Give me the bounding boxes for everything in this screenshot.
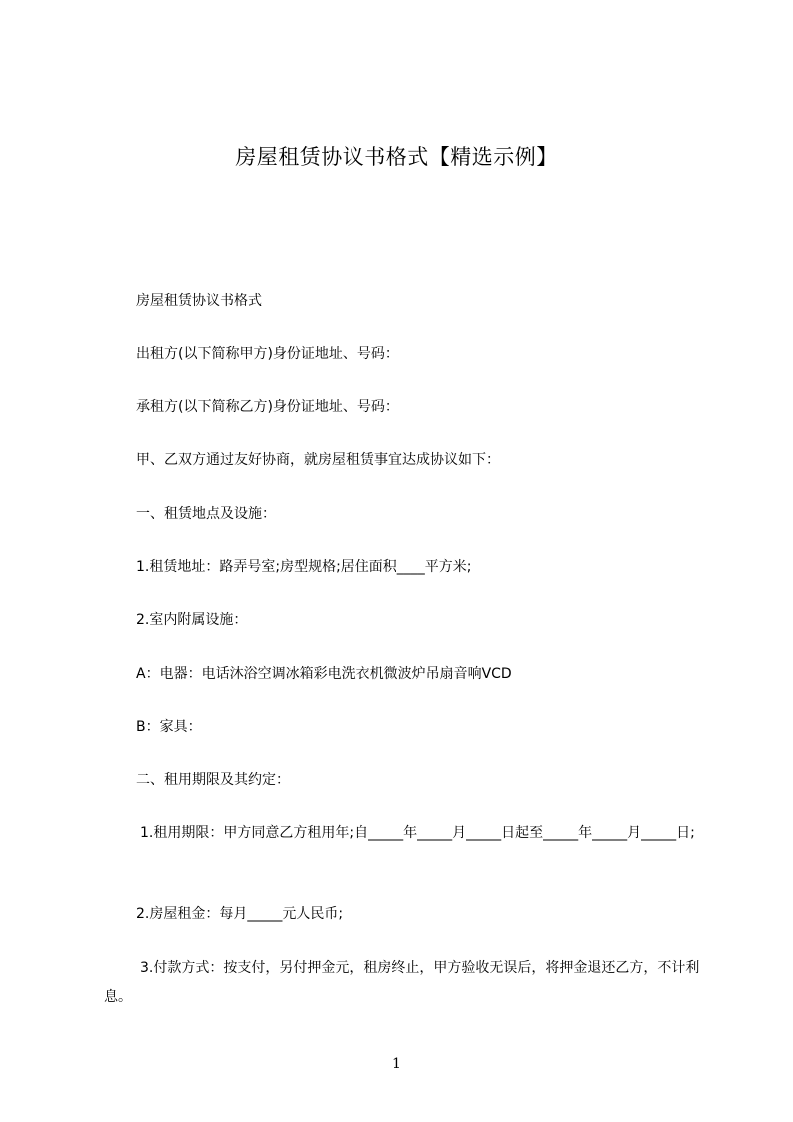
paragraph-appliances: A：电器：电话沐浴空调冰箱彩电洗衣机微波炉吊扇音响VCD (136, 666, 512, 682)
paragraph-heading: 房屋租赁协议书格式 (136, 293, 262, 309)
paragraph-lessee: 承租方(以下简称乙方)身份证地址、号码： (136, 399, 399, 415)
paragraph-lessor: 出租方(以下简称甲方)身份证地址、号码： (136, 346, 399, 362)
section-heading-term: 二、租用期限及其约定： (136, 772, 290, 788)
paragraph-agreement: 甲、乙双方通过友好协商，就房屋租赁事宜达成协议如下： (136, 452, 500, 468)
page-number: 1 (392, 1056, 401, 1072)
paragraph-furniture: B：家具： (136, 719, 202, 735)
paragraph-rent: 2.房屋租金：每月_____元人民币; (136, 906, 344, 922)
document-title: 房屋租赁协议书格式【精选示例】 (235, 145, 558, 169)
paragraph-lease-term: 1.租用期限：甲方同意乙方租用年;自_____年_____月_____日起至_____年_____月_____日; (140, 825, 695, 841)
section-heading-location: 一、租赁地点及设施： (136, 506, 276, 522)
paragraph-facilities: 2.室内附属设施： (136, 612, 248, 628)
paragraph-address: 1.租赁地址：路弄号室;房型规格;居住面积____平方米; (136, 559, 472, 575)
paragraph-payment: 3.付款方式：按支付，另付押金元，租房终止，甲方验收无误后，将押金退还乙方，不计利息。 (104, 960, 700, 1005)
